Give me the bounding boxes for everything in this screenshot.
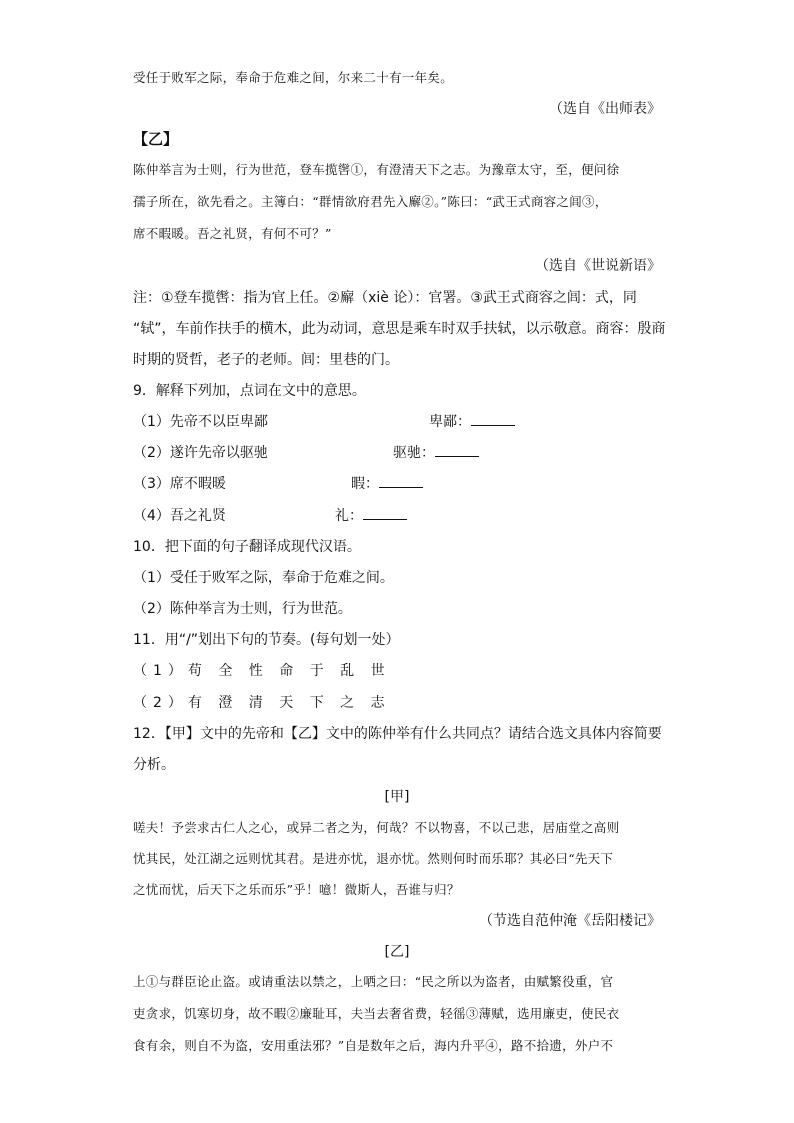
passage-line: 上①与群臣论止盗。或请重法以禁之，上哂之曰：“民之所以为盗者，由赋繁役重，官 [133,974,614,989]
question-9-title: 9．解释下列加，点词在文中的意思。 [133,383,366,399]
question-9-item [133,411,471,431]
answer-slot [351,473,423,493]
section-tag-yi: 【乙】 [133,130,179,148]
note-line: 注：①登车揽辔：指为官上任。②廨（xiè 论）：官署。③武王式商容之闾：式，同 [133,290,637,306]
question-11-item: （2）有 澄 清 天 下 之 志 [133,695,391,711]
section-tag-yi: [乙] [384,944,410,960]
note-line: 时期的贤哲，老子的老师。闾：里巷的门。 [133,352,399,368]
passage-line: 孺子所在，欲先看之。主簿白：“群情欲府君先入廨②。”陈曰：“武王式商容之闾③， [133,194,608,209]
answer-slot [429,411,515,431]
source-citation: （选自《出师表》 [549,101,661,117]
question-11-item: （1）苟 全 性 命 于 乱 世 [133,663,391,679]
passage-line: 食有余，则自不为盗，安用重法邪？”自是数年之后，海内升平④，路不拾遗，外户不 [133,1038,614,1053]
question-9-item [133,505,363,525]
item-text: （4）吾之礼贤 [133,508,226,524]
question-9-item [133,442,435,462]
source-citation: （节选自范仲淹《岳阳楼记》 [479,913,661,929]
answer-blank[interactable] [363,508,407,520]
question-12-line: 12．【甲】文中的先帝和【乙】文中的陈仲举有什么共同点？请结合选文具体内容简要 [133,726,662,742]
note-line: “轼”，车前作扶手的横木，此为动词，意思是乘车时双手扶轼，以示敬意。商容：殷商 [133,321,666,337]
passage-line: 受任于败军之际，奉命于危难之间，尔来二十有一年矣。 [133,70,454,85]
passage-line: 陈仲举言为士则，行为世范，登车揽辔①，有澄清天下之志。为豫章太守，至，便问徐 [133,162,620,177]
passage-line: 吏贪求，饥寒切身，故不暇②廉耻耳，夫当去奢省费，轻徭③薄赋，选用廉吏，使民衣 [133,1006,620,1021]
item-text: （1）先帝不以臣卑鄙 [133,414,268,430]
question-12-line: 分析。 [133,757,175,773]
passage-line: 之忧而忧，后天下之乐而乐”乎！噫！微斯人，吾谁与归？ [133,882,460,897]
passage-line: 席不暇暖。吾之礼贤，有何不可？” [133,226,332,241]
item-text: （3）席不暇暖 [133,476,226,492]
source-citation: （选自《世说新语》 [535,258,661,274]
question-11-title: 11．用“/”划出下句的节奏。(每句划一处） [133,632,400,648]
answer-slot [393,442,479,462]
answer-label: 驱驰： [393,445,435,461]
answer-label: 礼： [335,508,363,524]
answer-label: 卑鄙： [429,414,471,430]
question-10-title: 10．把下面的句子翻译成现代汉语。 [133,539,361,555]
question-10-item: （1）受任于败军之际，奉命于危难之间。 [133,570,394,586]
item-text: （2）遂许先帝以驱驰 [133,445,268,461]
passage-line: 嗟夫！予尝求古仁人之心，或异二者之为，何哉？不以物喜，不以己悲，居庙堂之高则 [133,820,620,835]
passage-line: 忧其民，处江湖之远则忧其君。是进亦忧，退亦忧。然则何时而乐耶？其必曰“先天下 [133,851,614,866]
question-9-item [133,473,379,493]
section-tag-jia: [甲] [384,789,410,805]
answer-slot [335,505,407,525]
answer-label: 暇： [351,476,379,492]
answer-blank[interactable] [471,414,515,426]
answer-blank[interactable] [379,476,423,488]
question-10-item: （2）陈仲举言为士则，行为世范。 [133,601,352,617]
answer-blank[interactable] [435,445,479,457]
